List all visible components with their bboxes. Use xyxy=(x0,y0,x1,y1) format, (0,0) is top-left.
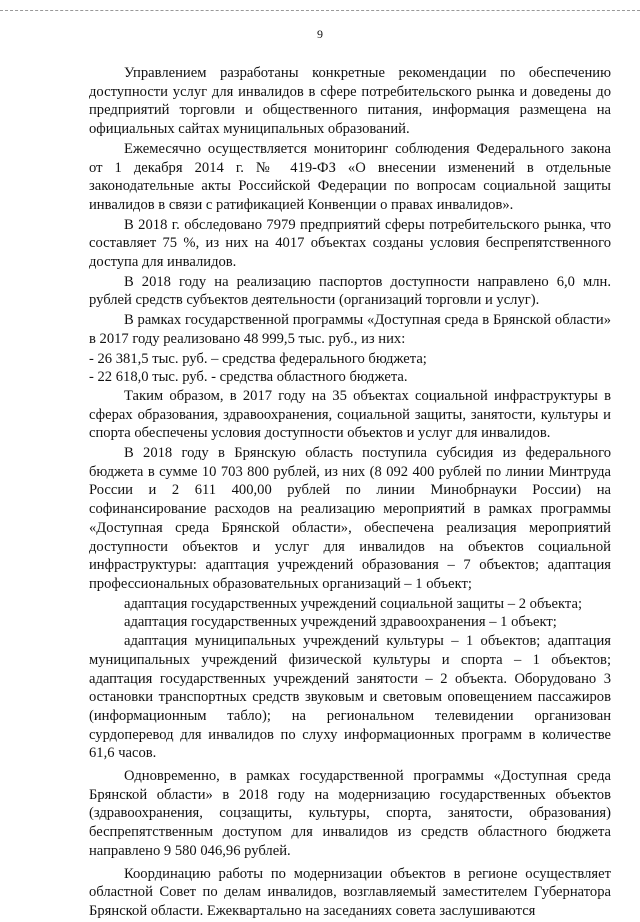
page-number: 9 xyxy=(317,27,323,41)
paragraph-passports: В 2018 году на реализацию паспортов доступности направлено 6,0 млн. рублей средств субъектов деятельности (организаций торговли и услуг). xyxy=(89,273,611,309)
list-item-healthcare: адаптация государственных учреждений здравоохранения – 1 объект; xyxy=(124,614,557,631)
paragraph-coordination: Координацию работы по модернизации объектов в регионе осуществляет областной Совет по делам инвалидов, возглавляемый заместителем Губернатора Брянской области. Ежеквартально на заседаниях совета заслушиваются xyxy=(89,865,611,919)
list-item-social-protection: адаптация государственных учреждений социальной защиты – 2 объекта; xyxy=(124,595,583,612)
paragraph-survey-2018: В 2018 г. обследовано 7979 предприятий сферы потребительского рынка, что составляет 75 %, из них на 4017 объектах созданы условия беспрепятственного доступа для инвалидов. xyxy=(89,216,611,271)
list-item-federal-budget: - 26 381,5 тыс. руб. – средства федерального бюджета; xyxy=(89,350,427,367)
paragraph-culture-sport-employment: адаптация муниципальных учреждений культуры – 1 объектов; адаптация муниципальных учреждений физической культуры и спорта – 1 объектов; адаптация государственных учреждений занятости – 2 объекта. Оборудовано 3 остановки транспортных средств звуковым и световым оповещением пассажиров (информационным табло); на региональном телевидении организован сурдоперевод для инвалидов по слуху информационных программ в количестве 61,6 часов. xyxy=(89,633,611,762)
paragraph-monitoring: Ежемесячно осуществляется мониторинг соблюдения Федерального закона от 1 декабря 2014 г. № 419-ФЗ «О внесении изменений в отдельные законодательные акты Российской Федерации по вопросам социальной защиты инвалидов в связи с ратификацией Конвенции о правах инвалидов». xyxy=(89,140,611,213)
paragraph-recommendations: Управлением разработаны конкретные рекомендации по обеспечению доступности услуг для инвалидов в сфере потребительского рынка и доведены до предприятий торговли и общественного питания, информация размещена на официальных сайтах муниципальных образований. xyxy=(89,65,611,138)
paragraph-program-2017: В рамках государственной программы «Доступная среда в Брянской области» в 2017 году реализовано 48 999,5 тыс. руб., из них: xyxy=(89,312,611,347)
paragraph-subsidy-2018: В 2018 году в Брянскую область поступила субсидия из федерального бюджета в сумме 10 703 800 рублей, из них (8 092 400 рублей по линии Минтруда России и 2 611 400,00 рублей по линии Минобрнауки России) на софинансирование расходов на реализацию мероприятий в рамках программы «Доступная среда Брянской области», обеспечена реализация мероприятий доступности объектов и услуг для инвалидов на объектов социальной инфраструктуры: адаптация учреждений образования – 7 объектов; адаптация профессиональных образовательных организаций – 1 объект; xyxy=(89,445,611,592)
paragraph-modernization: Одновременно, в рамках государственной программы «Доступная среда Брянской области» в 2018 году на модернизацию государственных объектов (здравоохранения, соцзащиты, культуры, спорта, занятости, образования) беспрепятственным доступом для инвалидов из средств областного бюджета направлено 9 580 046,96 рублей. xyxy=(89,768,611,859)
paragraph-objects-2017: Таким образом, в 2017 году на 35 объектах социальной инфраструктуры в сферах образования, здравоохранения, социальной защиты, занятости, культуры и спорта обеспечены условия доступности объектов и услуг для инвалидов. xyxy=(89,387,611,442)
list-item-regional-budget: - 22 618,0 тыс. руб. - средства областного бюджета. xyxy=(89,369,408,386)
document-body xyxy=(89,64,611,922)
top-rule xyxy=(0,10,640,11)
